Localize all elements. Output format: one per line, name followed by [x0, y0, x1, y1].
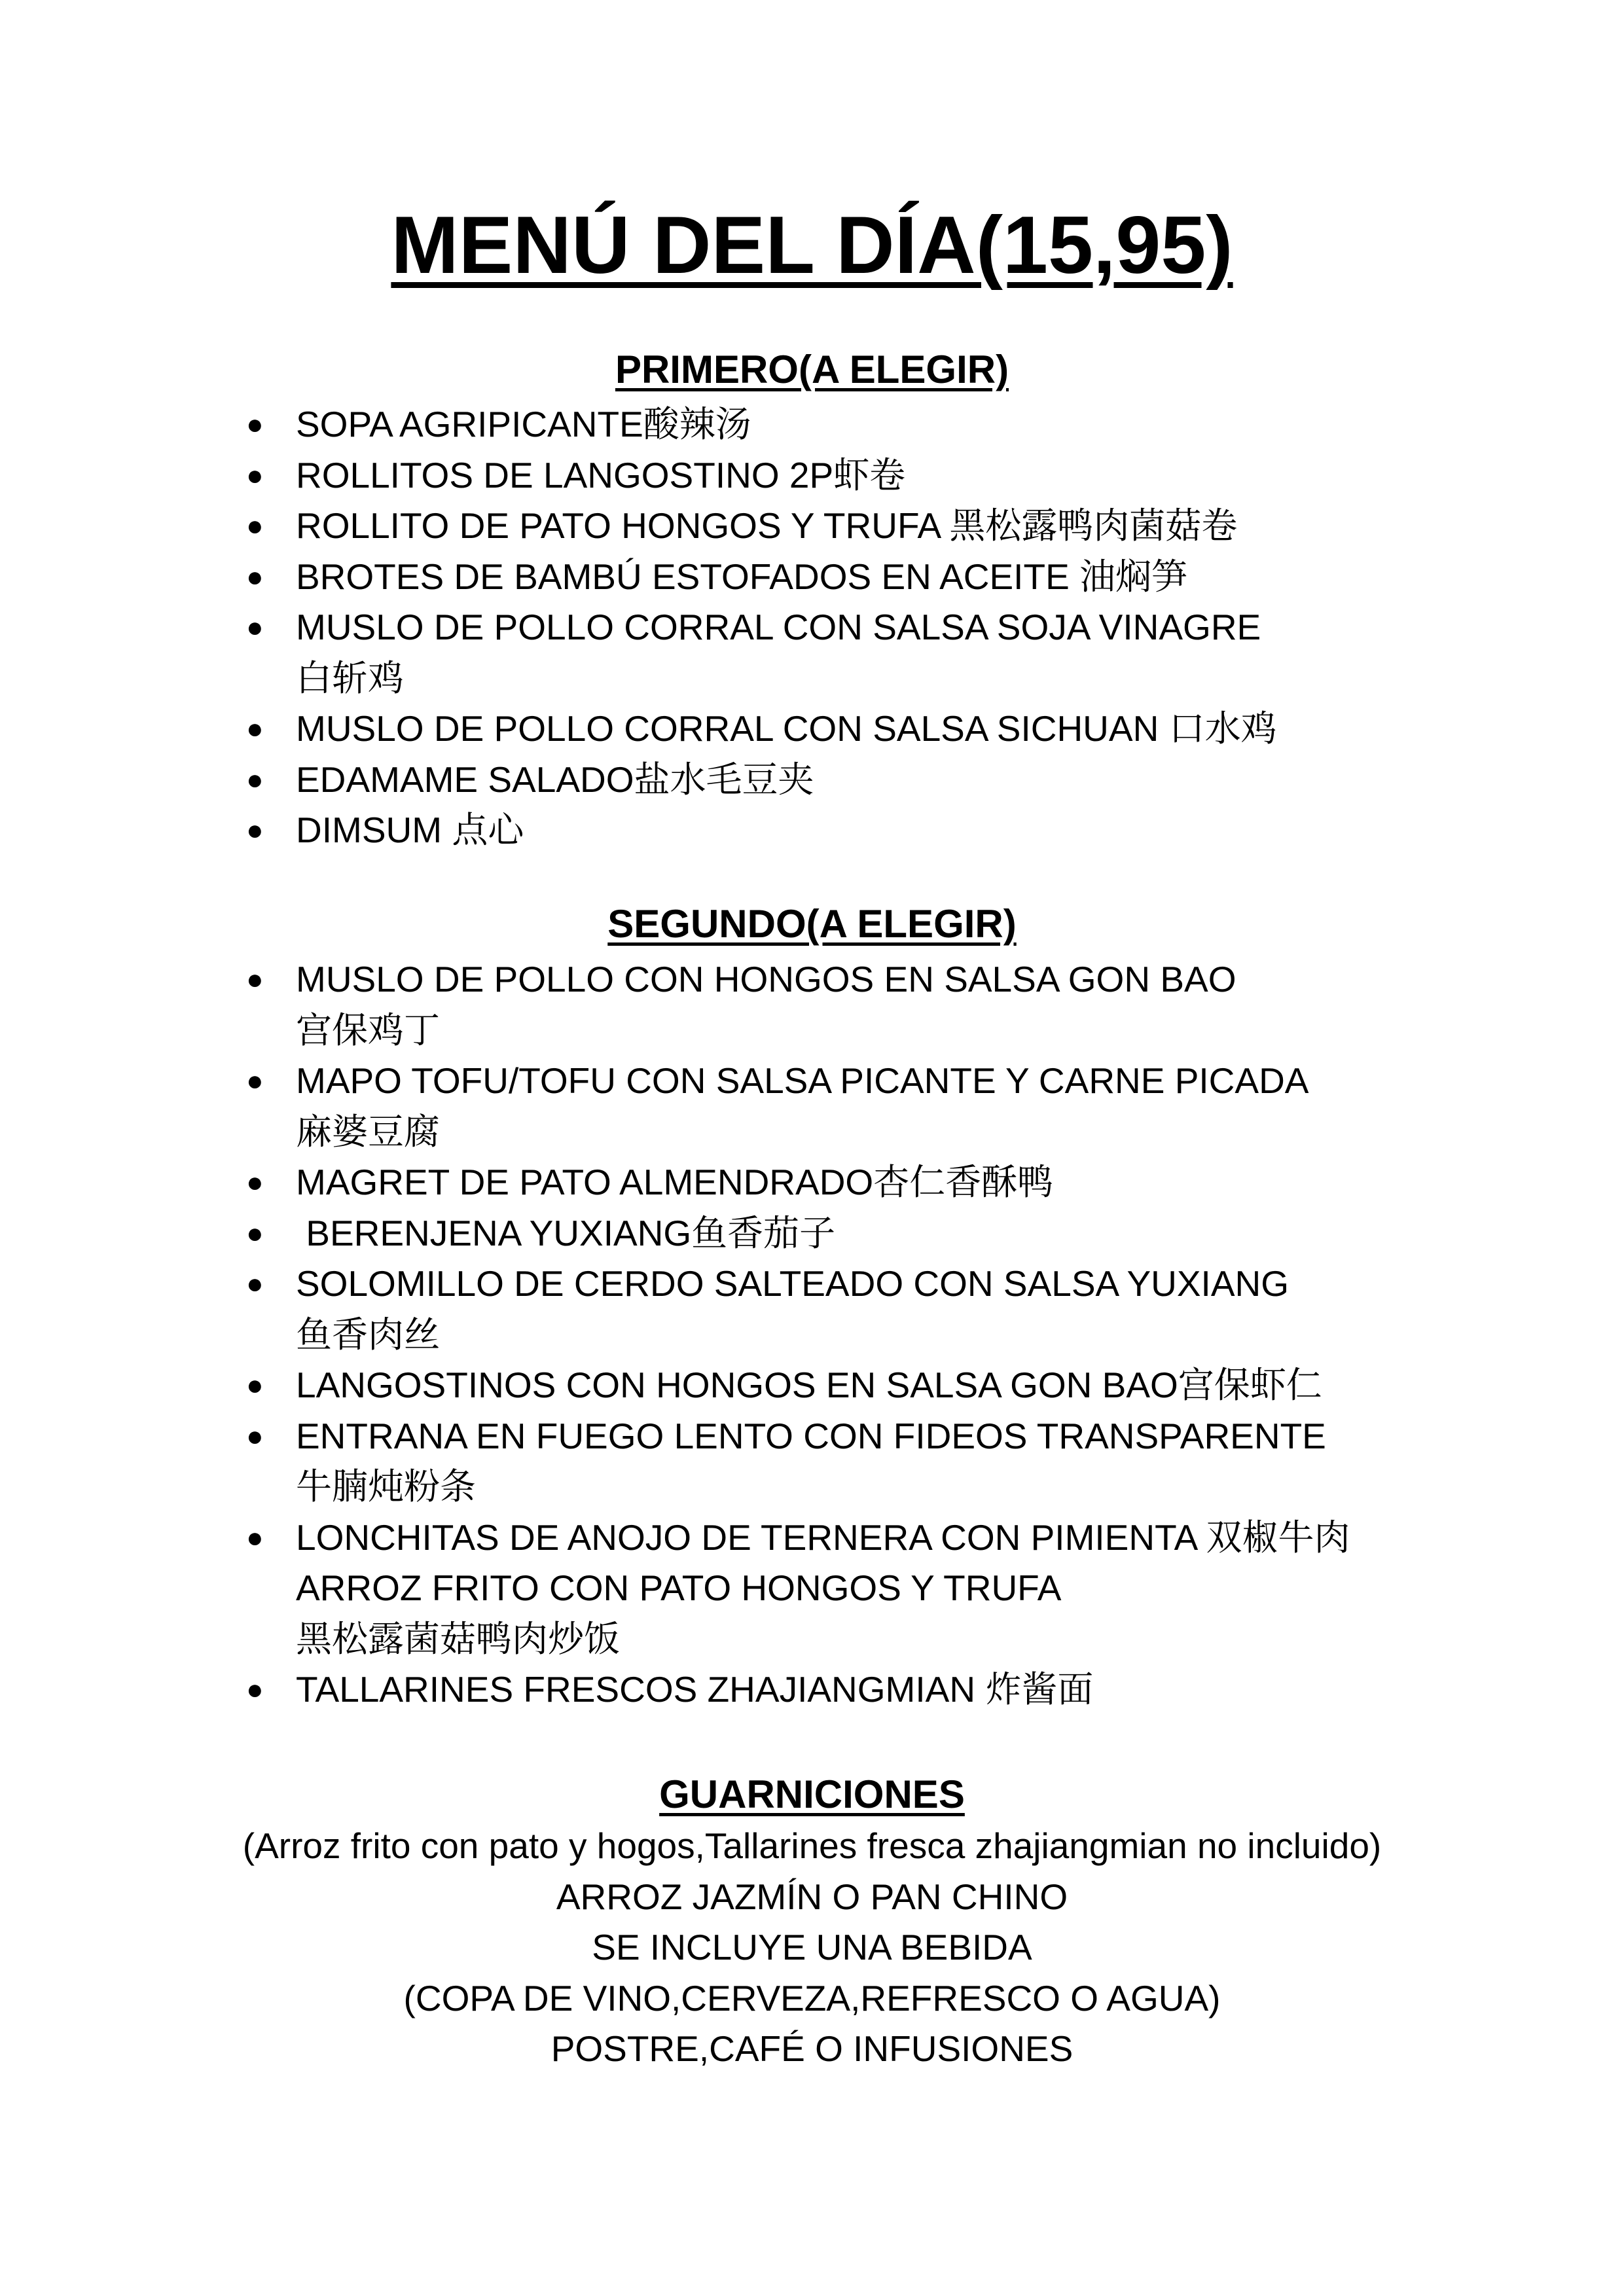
bullet-icon: ●	[246, 963, 264, 996]
guarniciones-line: SE INCLUYE UNA BEBIDA	[592, 1927, 1032, 1967]
bullet-icon: ●	[246, 408, 264, 440]
item-line: MAPO TOFU/TOFU CON SALSA PICANTE Y CARNE PICADA	[296, 1060, 1309, 1101]
segundo-heading-text: SEGUNDO(A ELEGIR)	[607, 902, 1017, 946]
bullet-icon: ●	[246, 560, 264, 593]
list-item	[0, 501, 1624, 552]
list-item	[0, 755, 1624, 806]
list-item	[0, 954, 1624, 1056]
item-line: SOPA AGRIPICANTE酸辣汤	[296, 404, 751, 444]
bullet-icon: ●	[246, 1369, 264, 1401]
item-line: 牛腩炖粉条	[296, 1466, 477, 1507]
bullet-icon: ●	[246, 1420, 264, 1452]
item-line: DIMSUM 点心	[296, 810, 524, 850]
guarniciones-note: (Arroz frito con pato y hogos,Tallarines fresca zhajiangmian no incluido)	[242, 1825, 1382, 1866]
list-item	[0, 1157, 1624, 1208]
segundo-heading	[0, 898, 1624, 950]
page-title-text: MENÚ DEL DÍA(15,95)	[391, 200, 1233, 291]
item-line: 鱼香肉丝	[296, 1314, 441, 1355]
bullet-icon: ●	[246, 510, 264, 542]
bullet-icon: ●	[246, 814, 264, 846]
list-item	[0, 602, 1624, 704]
guarniciones-line: (COPA DE VINO,CERVEZA,REFRESCO O AGUA)	[403, 1977, 1221, 2018]
item-line: LONCHITAS DE ANOJO DE TERNERA CON PIMIENTA 双椒牛肉	[296, 1516, 1350, 1558]
guarniciones-line: POSTRE,CAFÉ O INFUSIONES	[550, 2028, 1074, 2069]
bullet-icon: ●	[246, 763, 264, 796]
bullet-icon: ●	[246, 1674, 264, 1706]
item-line: MUSLO DE POLLO CORRAL CON SALSA SOJA VINAGRE	[296, 607, 1261, 647]
segundo-list	[0, 954, 1624, 1715]
item-line: ARROZ FRITO CON PATO HONGOS Y TRUFA	[296, 1568, 1062, 1608]
list-item	[0, 1513, 1624, 1665]
primero-heading	[0, 344, 1624, 396]
list-item	[0, 704, 1624, 755]
list-item	[0, 1360, 1624, 1411]
bullet-icon: ●	[246, 1065, 264, 1097]
item-line: 宫保鸡丁	[296, 1009, 441, 1050]
item-line: ROLLITO DE PATO HONGOS Y TRUFA 黑松露鸭肉菌菇卷	[296, 505, 1238, 546]
bullet-icon: ●	[246, 1268, 264, 1300]
bullet-icon: ●	[246, 459, 264, 492]
primero-list	[0, 399, 1624, 856]
item-line: ENTRANA EN FUEGO LENTO CON FIDEOS TRANSPARENTE	[296, 1415, 1326, 1456]
list-item	[0, 399, 1624, 450]
guarniciones-line: ARROZ JAZMÍN O PAN CHINO	[556, 1876, 1068, 1917]
item-line: BROTES DE BAMBÚ ESTOFADOS EN ACEITE 油焖笋	[296, 556, 1188, 597]
guarniciones-block	[0, 1821, 1624, 2075]
item-line: SOLOMILLO DE CERDO SALTEADO CON SALSA YUXIANG	[296, 1263, 1290, 1304]
item-line: TALLARINES FRESCOS ZHAJIANGMIAN 炸酱面	[296, 1669, 1094, 1710]
item-line: EDAMAME SALADO盐水毛豆夹	[296, 759, 814, 800]
bullet-icon: ●	[246, 1217, 264, 1249]
primero-heading-text: PRIMERO(A ELEGIR)	[615, 348, 1009, 391]
bullet-icon: ●	[246, 611, 264, 643]
item-line: MUSLO DE POLLO CORRAL CON SALSA SICHUAN 口水鸡	[296, 708, 1277, 749]
list-item	[0, 1056, 1624, 1157]
guarniciones-heading	[0, 1768, 1624, 1821]
item-line: 黑松露菌菇鸭肉炒饭	[296, 1618, 621, 1659]
list-item	[0, 1259, 1624, 1360]
item-line: MUSLO DE POLLO CON HONGOS EN SALSA GON BAO	[296, 959, 1236, 999]
list-item	[0, 805, 1624, 856]
guarniciones-heading-text: GUARNICIONES	[659, 1772, 965, 1816]
list-item	[0, 1664, 1624, 1715]
bullet-icon: ●	[246, 713, 264, 745]
item-line: MAGRET DE PATO ALMENDRADO杏仁香酥鸭	[296, 1162, 1054, 1202]
item-line: 麻婆豆腐	[296, 1111, 441, 1152]
item-line: LANGOSTINOS CON HONGOS EN SALSA GON BAO宫保虾仁	[296, 1365, 1322, 1405]
bullet-icon: ●	[246, 1166, 264, 1198]
list-item	[0, 1208, 1624, 1259]
item-line: ROLLITOS DE LANGOSTINO 2P虾卷	[296, 454, 906, 495]
bullet-icon: ●	[246, 1521, 264, 1554]
list-item	[0, 1411, 1624, 1513]
list-item	[0, 552, 1624, 603]
list-item	[0, 450, 1624, 501]
item-line: BERENJENA YUXIANG鱼香茄子	[296, 1212, 836, 1253]
page-title	[0, 196, 1624, 295]
item-line: 白斩鸡	[296, 657, 405, 698]
